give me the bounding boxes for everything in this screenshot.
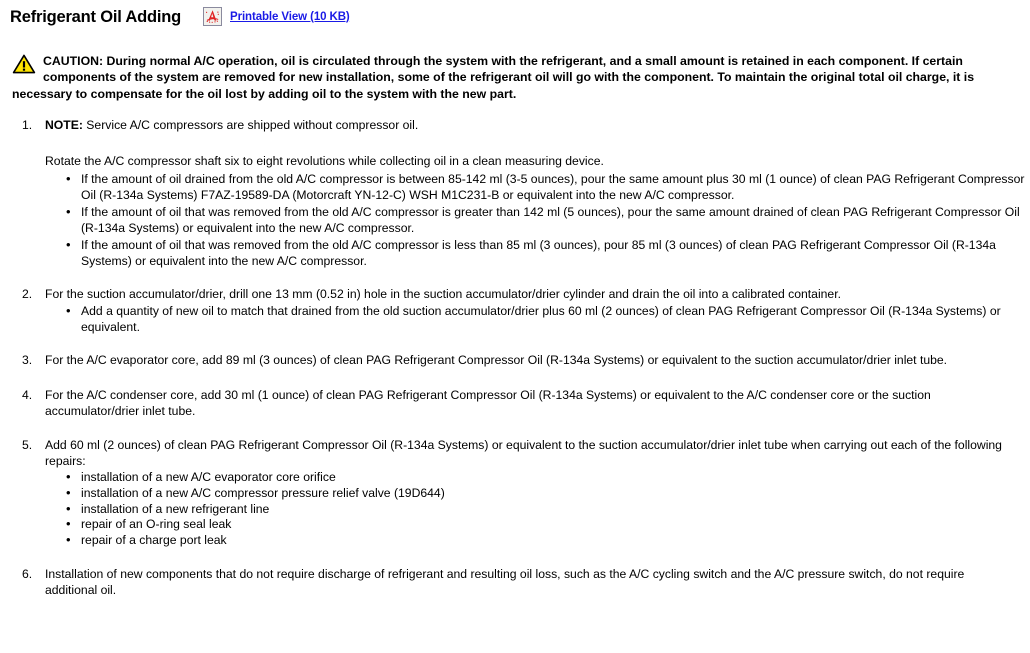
list-item	[0, 118, 1030, 270]
step-body: For the A/C condenser core, add 30 ml (1 ounce) of clean PAG Refrigerant Compressor Oil (R-134a Systems) or equivalent to the A/C condenser core or the suction accumulator/drier inlet tube.	[45, 388, 931, 418]
step-body: For the A/C evaporator core, add 89 ml (3 ounces) of clean PAG Refrigerant Compressor Oil (R-134a Systems) or equivalent to the suction accumulator/drier inlet tube.	[45, 353, 948, 368]
page-title: Refrigerant Oil Adding	[10, 8, 181, 26]
note-label: NOTE:	[45, 117, 83, 132]
step-number: 3.	[22, 353, 33, 368]
step-body-secondary: Rotate the A/C compressor shaft six to eight revolutions while collecting oil in a clean measuring device.	[45, 154, 604, 169]
step-number: 6.	[22, 567, 33, 582]
list-item: • If the amount of oil that was removed from the old A/C compressor is greater than 142 ml (5 ounces), pour the same amount drained of clean PAG Refrigerant Compressor Oil (R-134a Systems) or equivalent into the new A/C compressor.	[45, 205, 1030, 236]
printable-view-group	[203, 7, 350, 26]
caution-block	[12, 53, 1016, 102]
step-number: 5.	[22, 438, 33, 453]
sub-bullet-list	[45, 470, 1030, 548]
note-text: Service A/C compressors are shipped without compressor oil.	[82, 117, 419, 132]
step-number: 1.	[22, 117, 33, 132]
caution-label: CAUTION:	[43, 54, 104, 68]
caution-text: During normal A/C operation, oil is circulated through the system with the refrigerant, and a small amount is retained in each component. If certain components of the system are removed for new installation, some of the refrigerant oil will go with the component. To maintain the original total oil charge, it is necessary to compensate for the oil lost by adding oil to the system with the new part.	[12, 54, 975, 101]
list-item	[0, 567, 1016, 598]
step-body: Add 60 ml (2 ounces) of clean PAG Refrigerant Compressor Oil (R-134a Systems) or equivalent to the suction accumulator/drier inlet tube when carrying out each of the following repairs:	[45, 438, 1002, 468]
list-item	[0, 287, 1016, 336]
list-item	[0, 438, 1030, 548]
step-body: Installation of new components that do not require discharge of refrigerant and resulting oil loss, such as the A/C cycling switch and the A/C pressure switch, do not require additional oil.	[45, 567, 965, 597]
step-body: For the suction accumulator/drier, drill one 13 mm (0.52 in) hole in the suction accumulator/drier cylinder and drain the oil into a calibrated container.	[45, 286, 841, 301]
warning-triangle-icon	[12, 54, 36, 74]
step-number: 4.	[22, 388, 33, 403]
list-item: • installation of a new A/C evaporator core orifice	[45, 470, 1030, 486]
printable-view-link[interactable]: Printable View (10 KB)	[230, 10, 350, 23]
list-item: • installation of a new A/C compressor pressure relief valve (19D644)	[45, 486, 1030, 502]
step-body	[45, 118, 1030, 134]
list-item: • installation of a new refrigerant line	[45, 502, 1030, 518]
sub-bullet-list	[45, 172, 1030, 270]
list-item: • repair of a charge port leak	[45, 533, 1030, 549]
step-number: 2.	[22, 286, 33, 301]
page-header	[0, 0, 1030, 40]
pdf-icon[interactable]	[203, 7, 222, 26]
sub-bullet-list	[45, 304, 1016, 335]
procedure-step-list	[0, 118, 1030, 599]
list-item	[0, 388, 1016, 419]
list-item	[0, 353, 1030, 369]
list-item: • Add a quantity of new oil to match that drained from the old suction accumulator/drier plus 60 ml (2 ounces) of clean PAG Refrigerant Compressor Oil (R-134a Systems) or equivalent.	[45, 304, 1016, 335]
list-item: • If the amount of oil drained from the old A/C compressor is between 85-142 ml (3-5 ounces), pour the same amount plus 30 ml (1 ounce) of clean PAG Refrigerant Compressor Oil (R-134a Systems) F7AZ-19589-DA (Motorcraft YN-12-C) WSH M1C231-B or equivalent into the new A/C compressor.	[45, 172, 1030, 203]
list-item: • repair of an O-ring seal leak	[45, 517, 1030, 533]
list-item: • If the amount of oil that was removed from the old A/C compressor is less than 85 ml (3 ounces), pour 85 ml (3 ounces) of clean PAG Refrigerant Compressor Oil (R-134a Systems) or equivalent into the new A/C compressor.	[45, 238, 1030, 269]
